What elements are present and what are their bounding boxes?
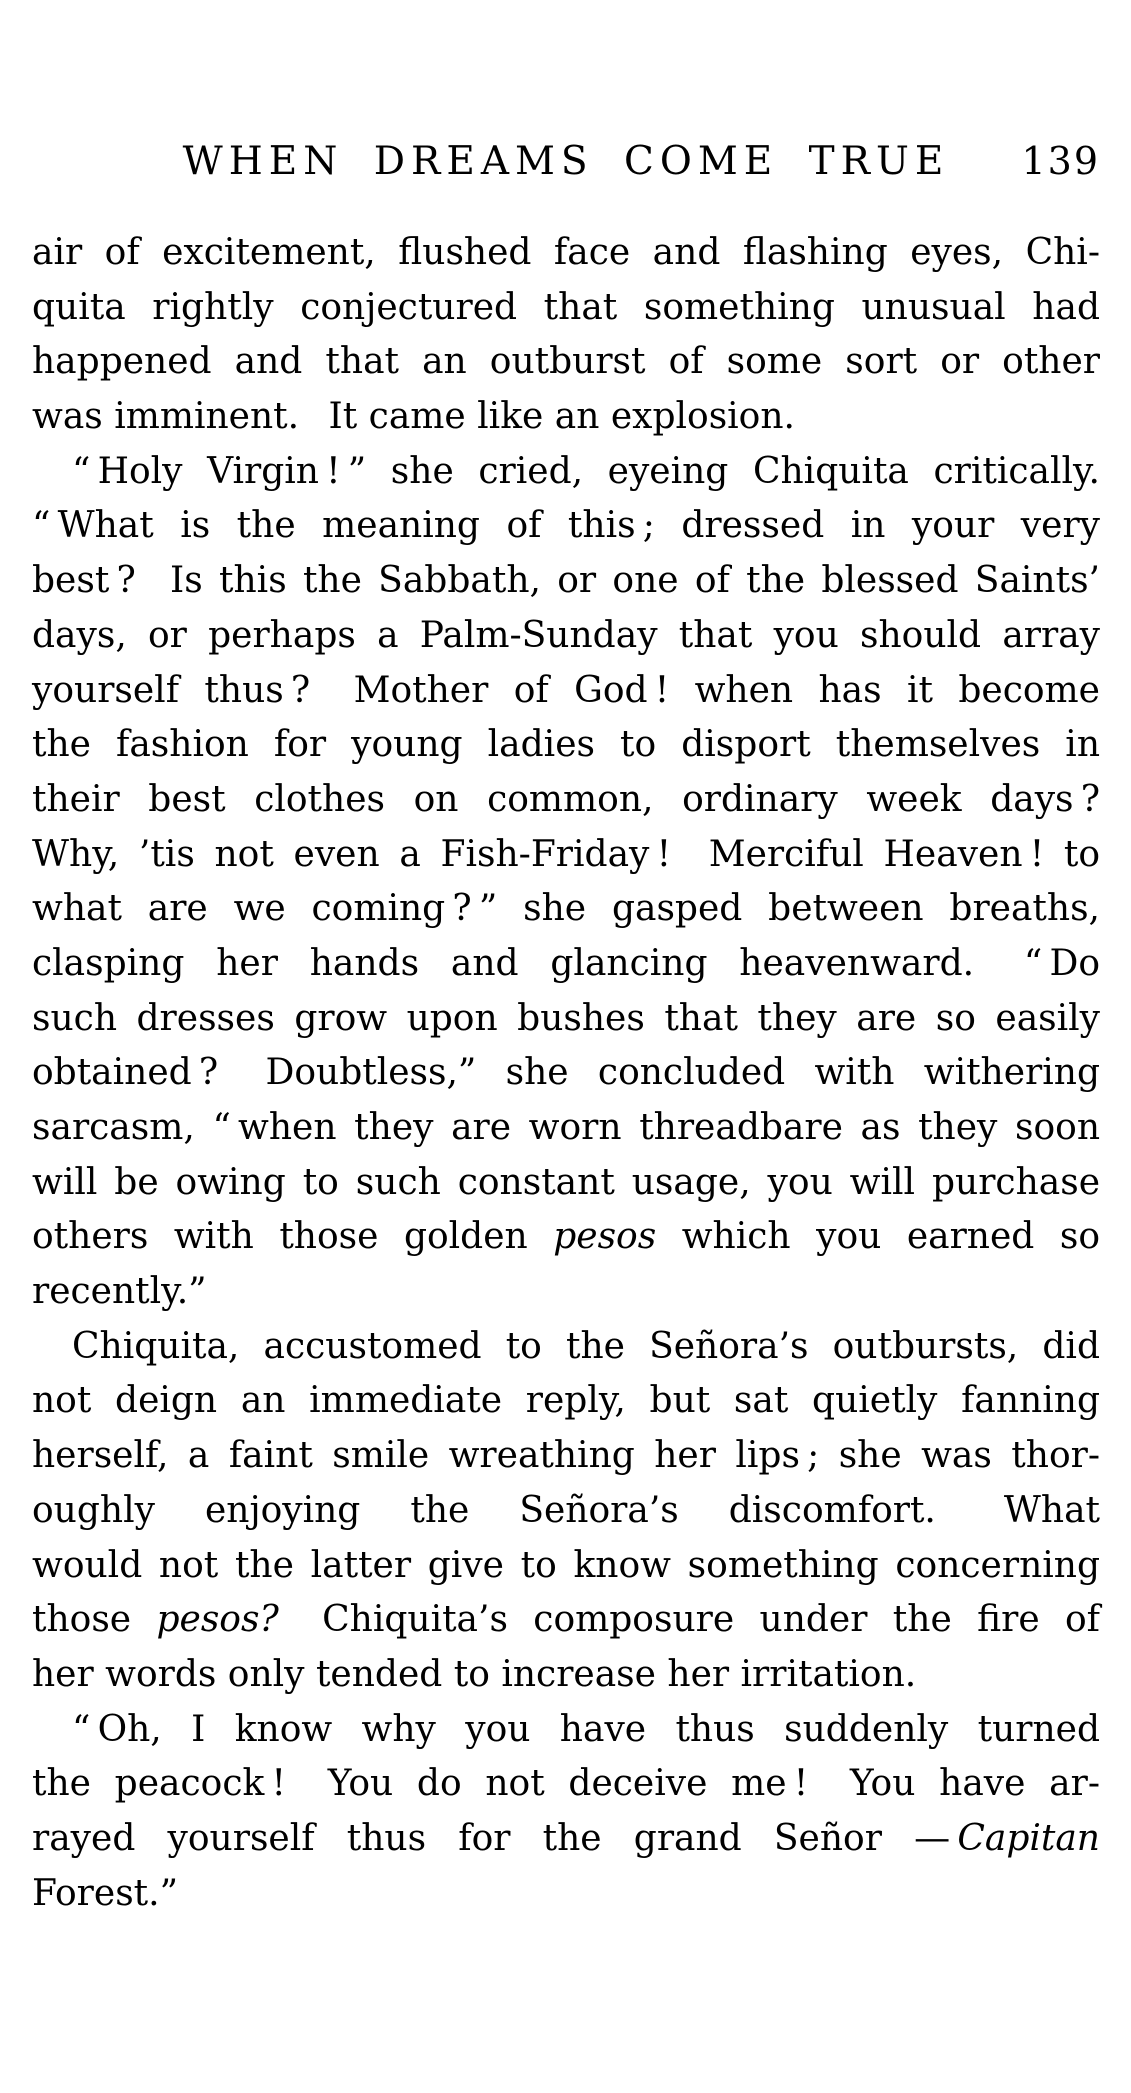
text-line: not deign an immediate reply, but sat quietly fanning: [32, 1380, 1100, 1422]
text-line: such dresses grow upon bushes that they are so easily: [32, 997, 1100, 1039]
text-line: Chiquita, accustomed to the Señora’s outbursts, did: [72, 1325, 1100, 1367]
running-head: [32, 139, 1100, 187]
text-line: obtained ? Doubtless,” she concluded with withering: [32, 1052, 1100, 1094]
text-line: yourself thus ? Mother of God ! when has it become: [32, 669, 1100, 711]
text-line: “ What is the meaning of this ; dressed in your very: [32, 505, 1100, 547]
text-line: the peacock ! You do not deceive me ! You have ar-: [32, 1763, 1100, 1805]
page-number: 139: [1021, 139, 1100, 183]
text-line: the fashion for young ladies to disport themselves in: [32, 724, 1100, 766]
text-line: would not the latter give to know something concerning: [32, 1544, 1100, 1586]
text-line: “ Holy Virgin ! ” she cried, eyeing Chiquita critically.: [72, 450, 1100, 492]
text-line: happened and that an outburst of some sort or other: [32, 341, 1100, 383]
text-line: days, or perhaps a Palm-Sunday that you should array: [32, 614, 1100, 656]
text-line: “ Oh, I know why you have thus suddenly turned: [72, 1708, 1100, 1750]
text-line: others with those golden pesos which you earned so: [32, 1216, 1100, 1258]
text-line: Forest.”: [32, 1872, 178, 1914]
text-line: what are we coming ? ” she gasped between breaths,: [32, 888, 1100, 930]
text-line: rayed yourself thus for the grand Señor — Capitan: [32, 1817, 1100, 1859]
text-line: herself, a faint smile wreathing her lips ; she was thor-: [32, 1435, 1100, 1477]
text-line: Why, ’tis not even a Fish-Friday ! Merciful Heaven ! to: [32, 833, 1100, 875]
page-title: WHEN DREAMS COME TRUE: [182, 139, 950, 184]
text-line: clasping her hands and glancing heavenward. “ Do: [32, 942, 1100, 984]
text-line: oughly enjoying the Señora’s discomfort. What: [32, 1489, 1100, 1531]
text-line: sarcasm, “ when they are worn threadbare as they soon: [32, 1107, 1100, 1148]
text-line: will be owing to such constant usage, you will purchase: [32, 1161, 1100, 1203]
text-line: those pesos? Chiquita’s composure under the fire of: [32, 1599, 1100, 1641]
text-line: their best clothes on common, ordinary week days ?: [32, 778, 1100, 820]
text-line: was imminent. It came like an explosion.: [32, 396, 795, 438]
text-line: quita rightly conjectured that something unusual had: [32, 286, 1100, 328]
text-line: best ? Is this the Sabbath, or one of the blessed Saints’: [32, 560, 1100, 602]
page-text: [32, 226, 1100, 1921]
text-line: her words only tended to increase her irritation.: [32, 1653, 917, 1695]
text-line: air of excitement, flushed face and flashing eyes, Chi-: [32, 232, 1100, 273]
text-line: recently.”: [32, 1271, 207, 1313]
